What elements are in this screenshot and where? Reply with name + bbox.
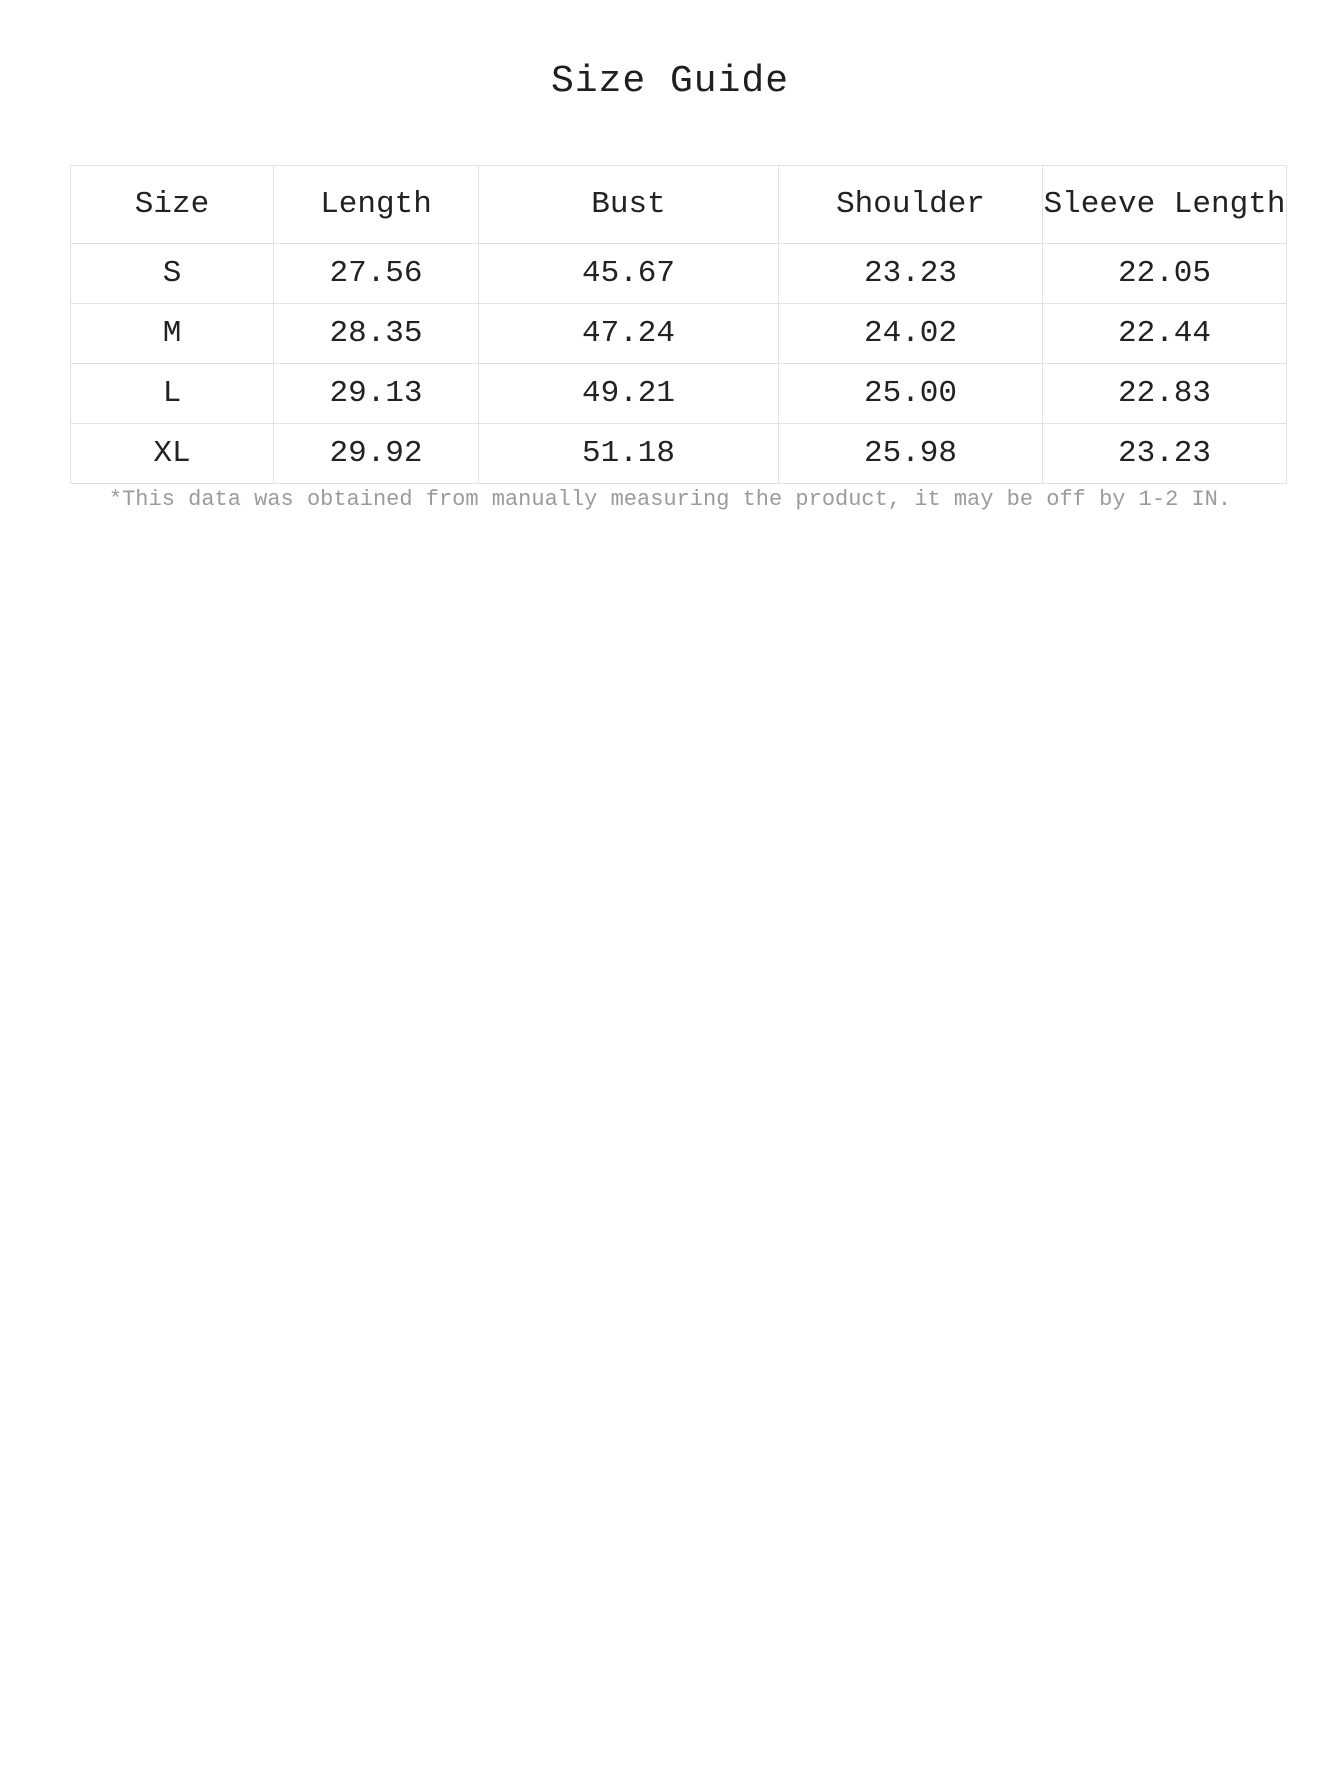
cell-xl-sleeve-length: 23.23 — [1043, 424, 1287, 484]
table-row-s — [71, 244, 1287, 304]
table-row-m — [71, 304, 1287, 364]
page-title: Size Guide — [550, 60, 790, 103]
cell-m-length: 28.35 — [274, 304, 479, 364]
cell-l-sleeve-length: 22.83 — [1043, 364, 1287, 424]
table-row-l — [71, 364, 1287, 424]
column-header-bust: Bust — [479, 166, 779, 244]
row-label-l: L — [71, 364, 274, 424]
cell-m-bust: 47.24 — [479, 304, 779, 364]
cell-xl-bust: 51.18 — [479, 424, 779, 484]
column-header-shoulder: Shoulder — [779, 166, 1043, 244]
size-guide-table — [70, 165, 1287, 484]
cell-m-sleeve-length: 22.44 — [1043, 304, 1287, 364]
row-label-s: S — [71, 244, 274, 304]
cell-xl-shoulder: 25.98 — [779, 424, 1043, 484]
cell-s-bust: 45.67 — [479, 244, 779, 304]
cell-m-shoulder: 24.02 — [779, 304, 1043, 364]
table-row-xl — [71, 424, 1287, 484]
column-header-sleeve-length: Sleeve Length — [1043, 166, 1287, 244]
cell-s-shoulder: 23.23 — [779, 244, 1043, 304]
cell-s-sleeve-length: 22.05 — [1043, 244, 1287, 304]
cell-s-length: 27.56 — [274, 244, 479, 304]
cell-l-shoulder: 25.00 — [779, 364, 1043, 424]
measurement-disclaimer: *This data was obtained from manually measuring the product, it may be off by 1-2 IN. — [108, 487, 1232, 512]
column-header-length: Length — [274, 166, 479, 244]
cell-l-length: 29.13 — [274, 364, 479, 424]
row-label-m: M — [71, 304, 274, 364]
row-label-xl: XL — [71, 424, 274, 484]
header-row — [71, 166, 1287, 244]
cell-l-bust: 49.21 — [479, 364, 779, 424]
column-header-size: Size — [71, 166, 274, 244]
cell-xl-length: 29.92 — [274, 424, 479, 484]
